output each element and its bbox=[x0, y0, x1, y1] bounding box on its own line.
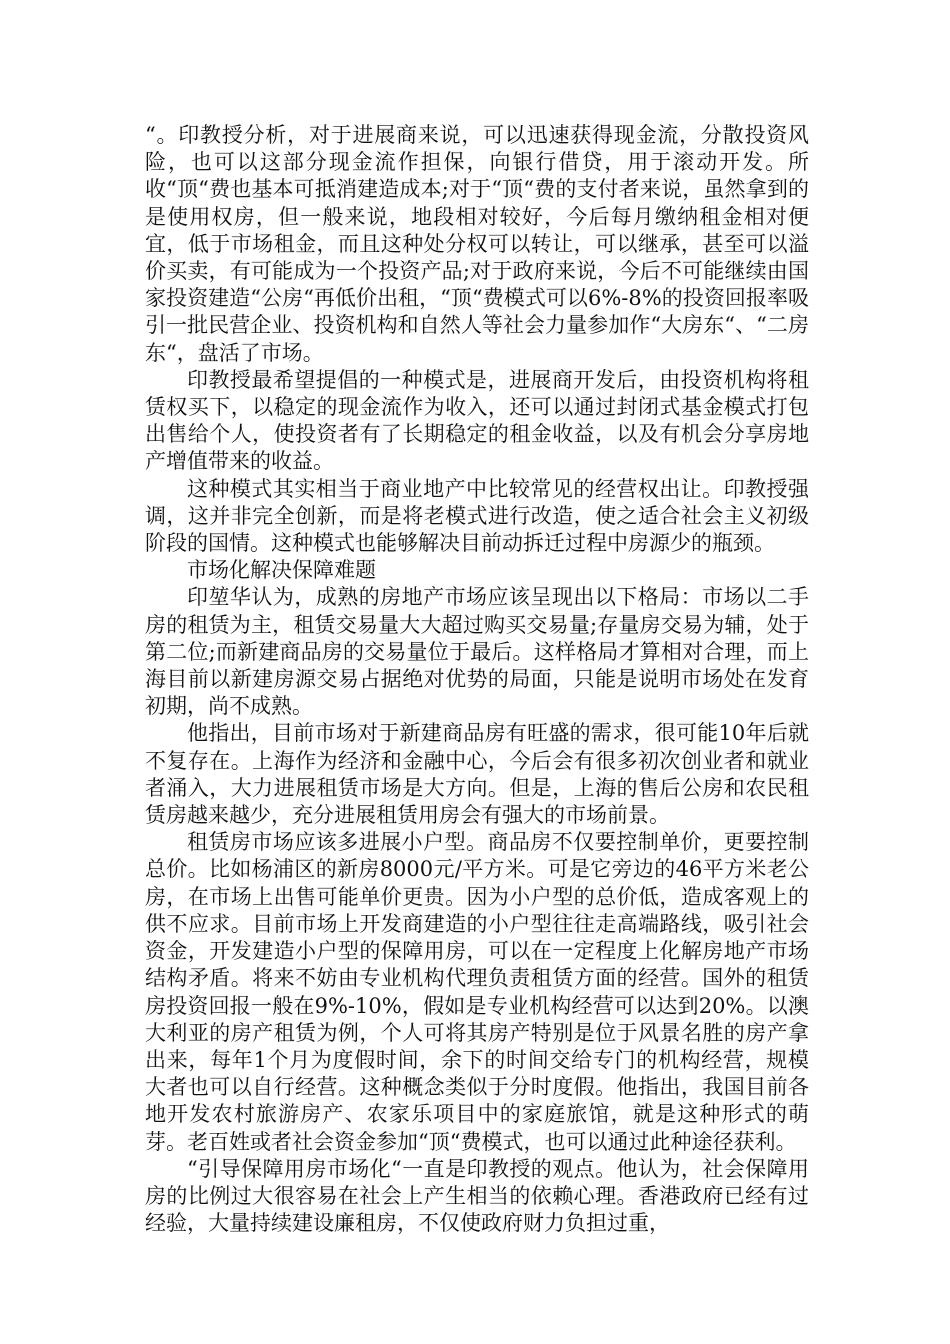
section-heading: 市场化解决保障难题 bbox=[187, 558, 376, 583]
document-body bbox=[145, 122, 809, 1237]
paragraph-2: 印教授最希望提倡的一种模式是，进展商开发后，由投资机构将租赁权买下，以稳定的现金流作为收入，还可以通过封闭式基金模式打包出售给个人，使投资者有了长期稳定的租金收益，以及有机会分享房地产增值带来的收益。 bbox=[145, 367, 809, 474]
paragraph-6: 他指出，目前市场对于新建商品房有旺盛的需求，很可能10年后就不复存在。上海作为经济和金融中心，今后会有很多初次创业者和就业者涌入，大力进展租赁市场是大方向。但是，上海的售后公房和农民租赁房越来越少，充分进展租赁用房会有强大的市场前景。 bbox=[145, 721, 809, 828]
paragraph-1: “。印教授分析，对于进展商来说，可以迅速获得现金流，分散投资风险，也可以这部分现金流作担保，向银行借贷，用于滚动开发。所收“顶“费也基本可抵消建造成本;对于“顶“费的支付者来说，虽然拿到的是使用权房，但一般来说，地段相对较好，今后每月缴纳租金相对便宜，低于市场租金，而且这种处分权可以转让，可以继承，甚至可以溢价买卖，有可能成为一个投资产品;对于政府来说，今后不可能继续由国家投资建造“公房“再低价出租，“顶“费模式可以6%-8%的投资回报率吸引一批民营企业、投资机构和自然人等社会力量参加作“大房东“、“二房东“，盘活了市场。 bbox=[145, 123, 809, 365]
paragraph-3: 这种模式其实相当于商业地产中比较常见的经营权出让。印教授强调，这并非完全创新，而是将老模式进行改造，使之适合社会主义初级阶段的国情。这种模式也能够解决目前动拆迁过程中房源少的瓶颈。 bbox=[145, 476, 809, 556]
paragraph-5: 印堃华认为，成熟的房地产市场应该呈现出以下格局：市场以二手房的租赁为主，租赁交易量大大超过购买交易量;存量房交易为辅，处于第二位;而新建商品房的交易量位于最后。这样格局才算相对合理，而上海目前以新建房源交易占据绝对优势的局面，只能是说明市场处在发育初期，尚不成熟。 bbox=[145, 585, 809, 719]
paragraph-8: “引导保障用房市场化“一直是印教授的观点。他认为，社会保障用房的比例过大很容易在社会上产生相当的依赖心理。香港政府已经有过经验，大量持续建设廉租房，不仅使政府财力负担过重， bbox=[145, 1156, 809, 1236]
paragraph-7: 租赁房市场应该多进展小户型。商品房不仅要控制单价，更要控制总价。比如杨浦区的新房8000元/平方米。可是它旁边的46平方米老公房，在市场上出售可能单价更贵。因为小户型的总价低，造成客观上的供不应求。目前市场上开发商建造的小户型往往走高端路线，吸引社会资金，开发建造小户型的保障用房，可以在一定程度上化解房地产市场结构矛盾。将来不妨由专业机构代理负责租赁方面的经营。国外的租赁房投资回报一般在9%-10%，假如是专业机构经营可以达到20%。以澳大利亚的房产租赁为例，个人可将其房产特别是位于风景名胜的房产拿出来，每年1个月为度假时间，余下的时间交给专门的机构经营，规模大者也可以自行经营。这种概念类似于分时度假。他指出，我国目前各地开发农村旅游房产、农家乐项目中的家庭旅馆，就是这种形式的萌芽。老百姓或者社会资金参加“顶“费模式，也可以通过此种途径获利。 bbox=[145, 830, 809, 1154]
